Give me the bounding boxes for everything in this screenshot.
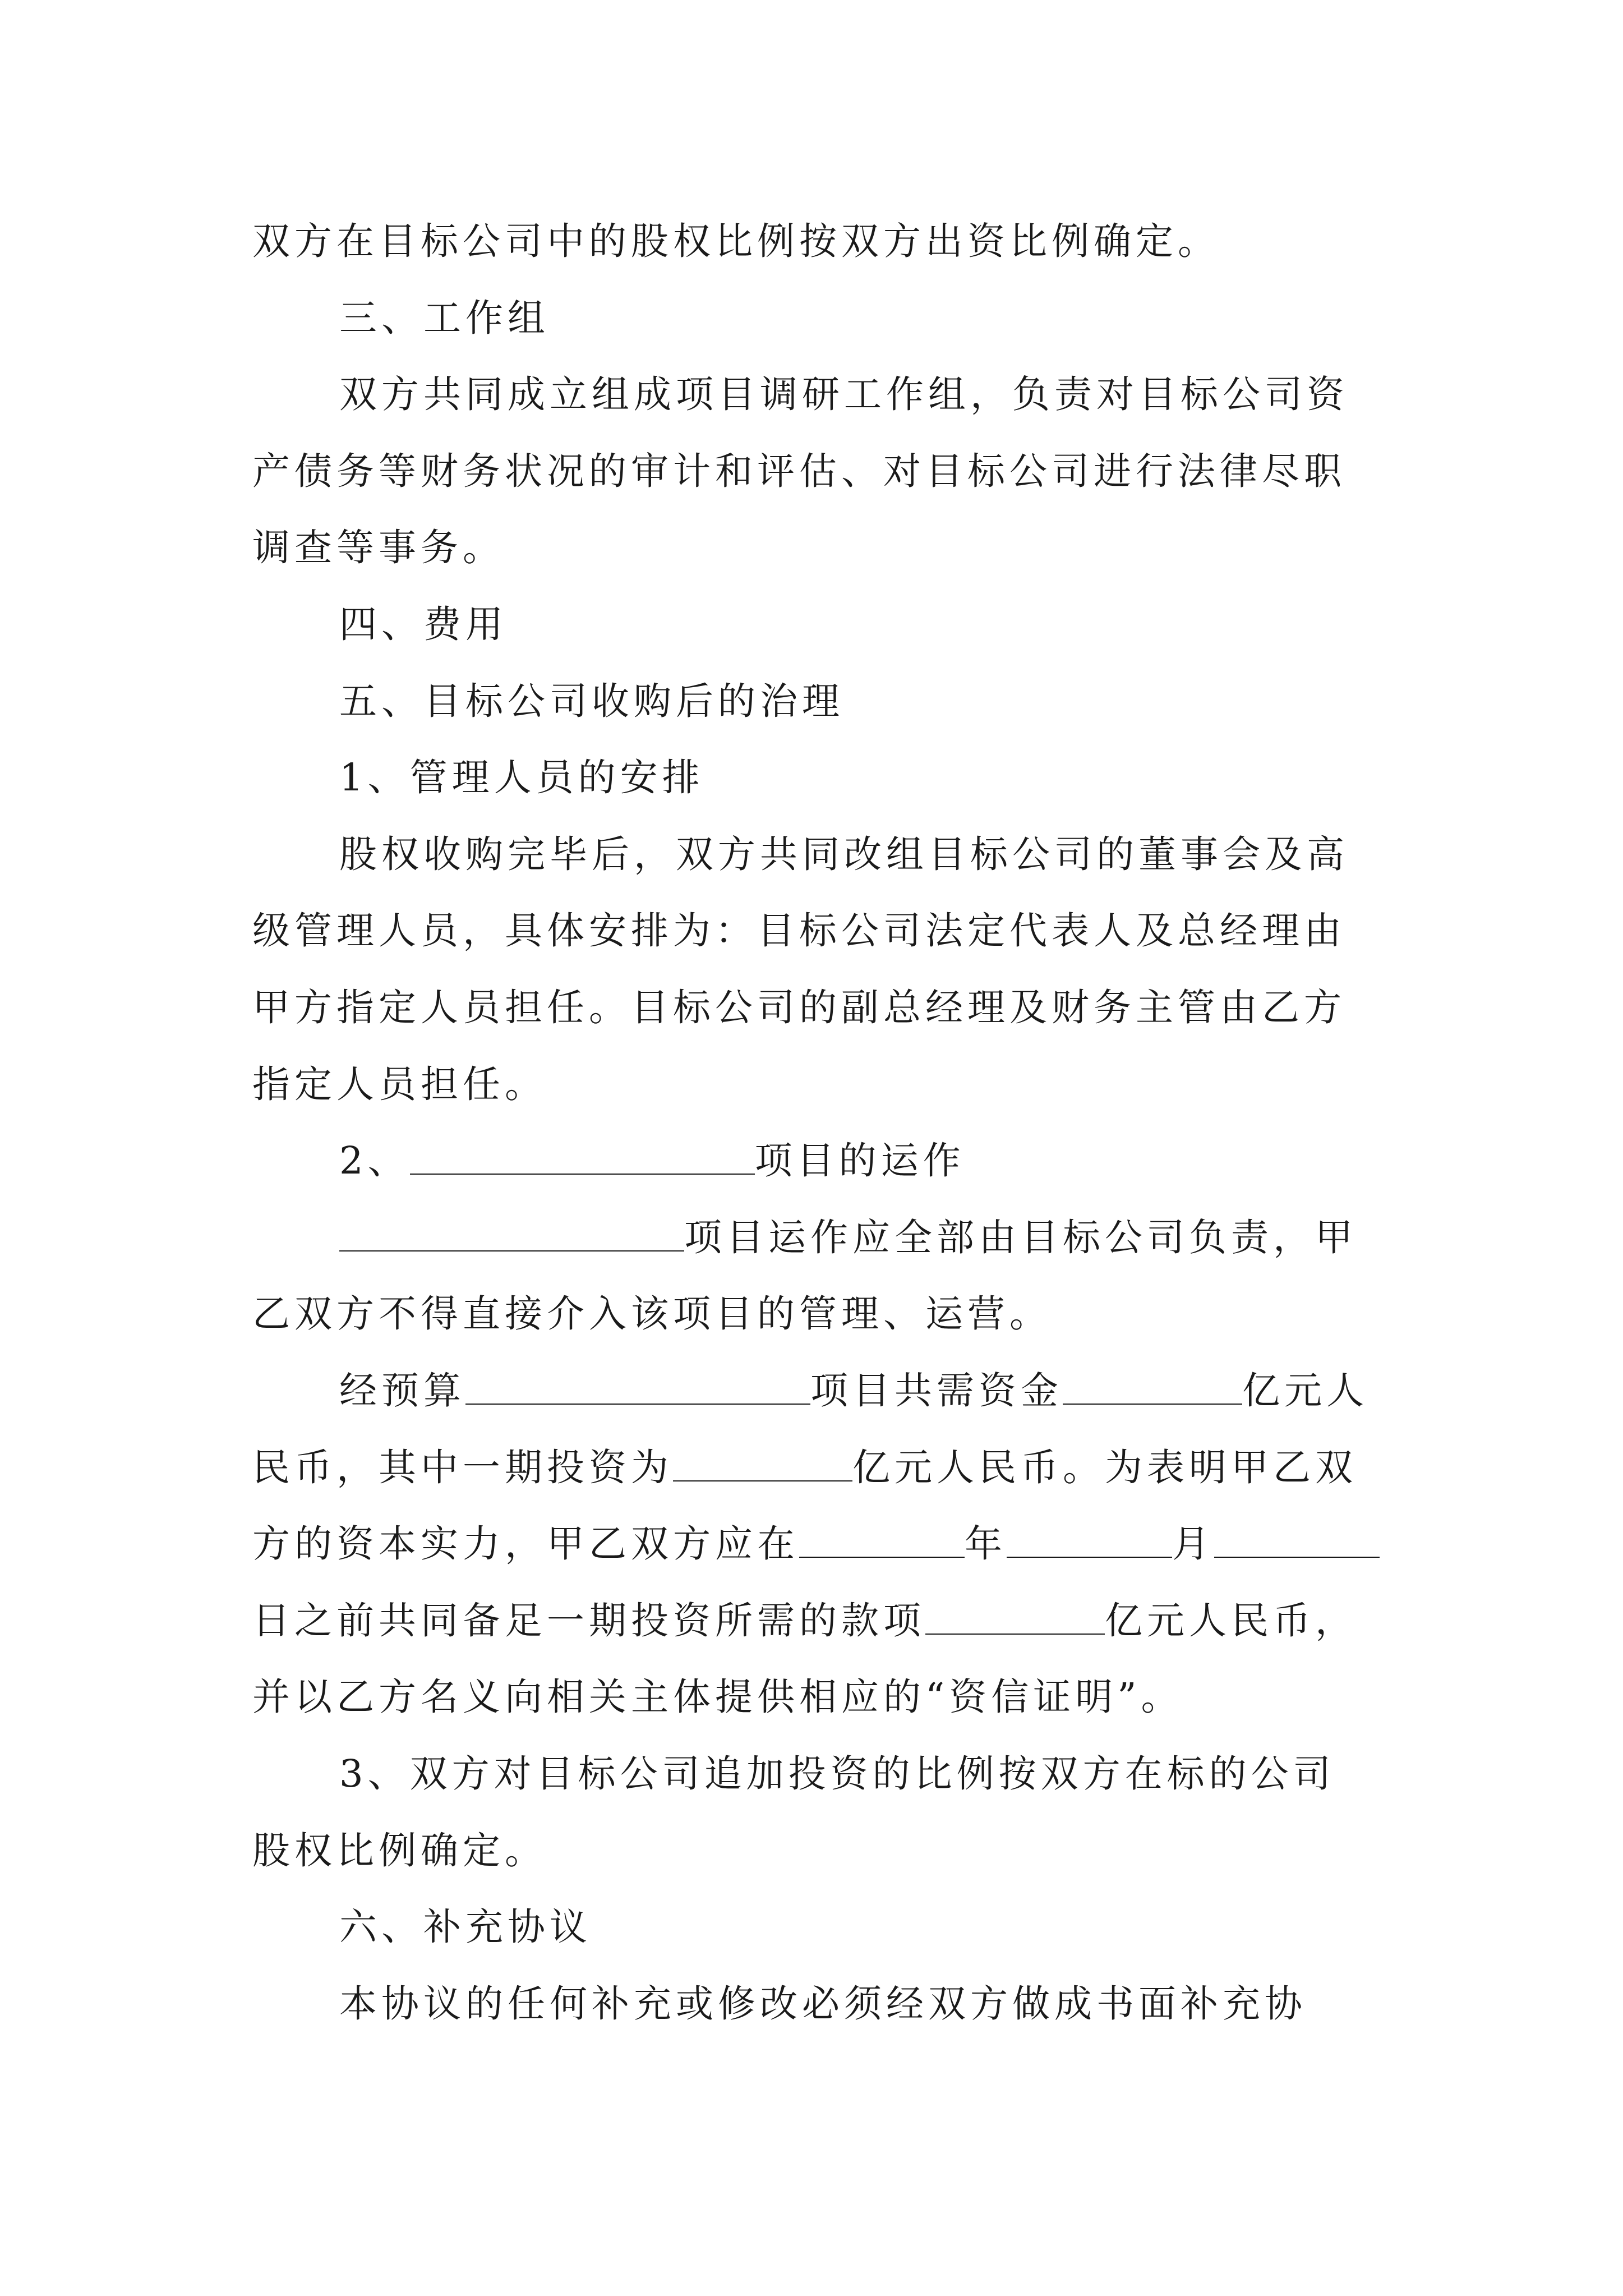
paragraph-line: [252, 1590, 1402, 1651]
section-heading-supplement: 六、补充协议: [339, 1905, 592, 1949]
paragraph-line: 产债务等财务状况的审计和评估、对目标公司进行法律尽职: [252, 449, 1346, 493]
line-text: 方的资本实力，甲乙双方应在: [252, 1522, 799, 1566]
line-text: 项目运作应全部由目标公司负责，甲: [684, 1216, 1357, 1259]
paragraph-line: 调查等事务。: [252, 526, 505, 569]
line-text: 项目的运作: [754, 1139, 965, 1182]
paragraph-line: 级管理人员，具体安排为：目标公司法定代表人及总经理由: [252, 909, 1346, 953]
blank-underline: [1063, 1360, 1242, 1405]
line-text: 日之前共同备足一期投资所需的款项: [252, 1599, 925, 1642]
blank-underline: [673, 1437, 852, 1481]
line-text: 2、: [339, 1139, 410, 1182]
section-heading-working-group: 三、工作组: [339, 296, 550, 340]
line-text: 经预算: [339, 1369, 465, 1412]
paragraph-line: 3、双方对目标公司追加投资的比例按双方在标的公司: [339, 1752, 1335, 1796]
paragraph-line: 股权收购完毕后，双方共同改组目标公司的董事会及高: [339, 832, 1349, 876]
blank-underline: [1007, 1513, 1172, 1558]
line-text: 民币，其中一期投资为: [252, 1446, 673, 1489]
paragraph-line: 并以乙方名义向相关主体提供相应的“资信证明”。: [252, 1675, 1183, 1719]
paragraph-line: [339, 1207, 1402, 1268]
blank-underline: [1214, 1513, 1380, 1558]
blank-underline: [339, 1207, 684, 1251]
subsection-heading-management: 1、管理人员的安排: [339, 756, 704, 799]
blank-underline: [465, 1360, 810, 1405]
paragraph-line: 乙双方不得直接介入该项目的管理、运营。: [252, 1292, 1052, 1336]
blank-underline: [410, 1130, 755, 1175]
line-text: 亿元人民币，: [1105, 1599, 1357, 1642]
line-text: 月: [1172, 1522, 1214, 1566]
paragraph-line: 双方共同成立组成项目调研工作组，负责对目标公司资: [339, 372, 1349, 416]
blank-underline: [925, 1590, 1105, 1635]
paragraph-line: [252, 1437, 1402, 1498]
paragraph-line: 甲方指定人员担任。目标公司的副总经理及财务主管由乙方: [252, 986, 1346, 1029]
line-text: 年: [965, 1522, 1007, 1566]
paragraph-line: 双方在目标公司中的股权比例按双方出资比例确定。: [252, 219, 1220, 263]
paragraph-line: [252, 1513, 1402, 1575]
paragraph-line: 指定人员担任。: [252, 1062, 547, 1106]
section-heading-fees: 四、费用: [339, 602, 508, 646]
subsection-heading-project: [339, 1130, 1402, 1191]
line-text: 项目共需资金: [810, 1369, 1063, 1412]
section-heading-governance: 五、目标公司收购后的治理: [339, 679, 844, 723]
paragraph-line: [339, 1360, 1402, 1421]
line-text: 亿元人民币。为表明甲乙双: [852, 1446, 1357, 1489]
paragraph-line: 本协议的任何补充或修改必须经双方做成书面补充协: [339, 1982, 1307, 2026]
blank-underline: [799, 1513, 965, 1558]
paragraph-line: 股权比例确定。: [252, 1829, 547, 1872]
line-text: 亿元人: [1242, 1369, 1368, 1412]
